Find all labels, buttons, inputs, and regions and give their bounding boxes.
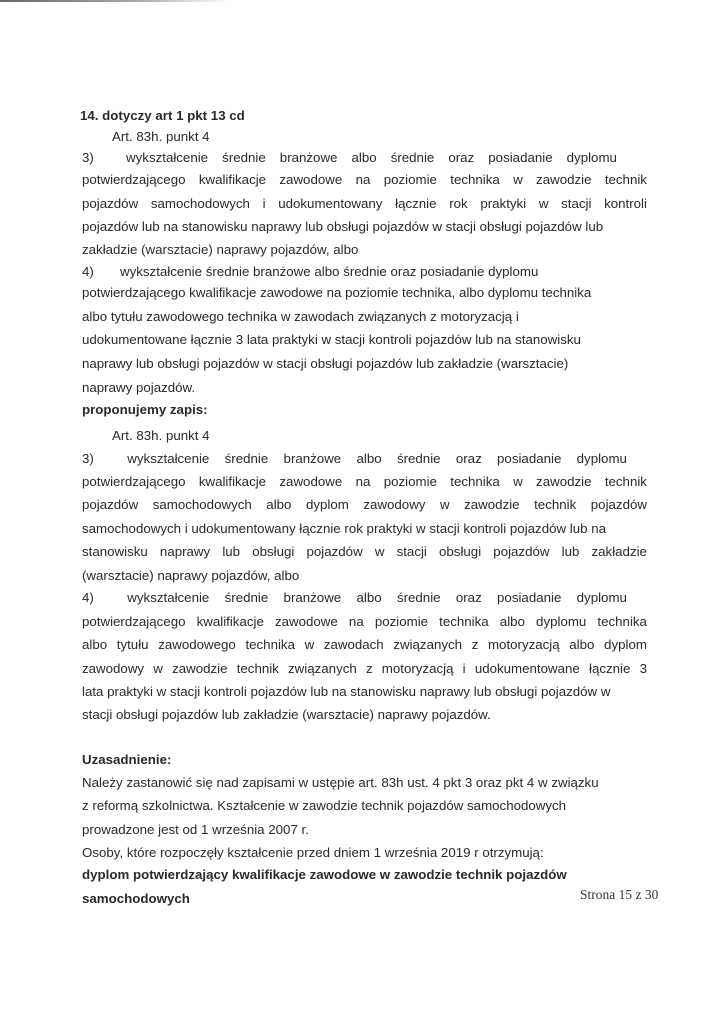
paragraph-line: potwierdzającego kwalifikacje zawodowe na poziomie technika, albo dyplomu technika bbox=[82, 285, 592, 300]
section-heading: 14. dotyczy art 1 pkt 13 cd bbox=[80, 108, 245, 123]
paragraph-line: udokumentowane łącznie 3 lata praktyki w stacji kontroli pojazdów lub na stanowisku bbox=[82, 332, 581, 347]
list-number: 4) bbox=[82, 590, 94, 605]
paragraph-line: albo tytułu zawodowego technika w zawodach związanych z motoryzacją albo dyplom bbox=[82, 637, 647, 652]
paragraph-line: samochodowych i udokumentowany łącznie rok praktyki w stacji kontroli pojazdów lub na bbox=[82, 521, 607, 536]
paragraph-line: pojazdów samochodowych albo dyplom zawodowy w zawodzie technik pojazdów bbox=[82, 497, 647, 512]
justification-label: Uzasadnienie: bbox=[82, 752, 172, 767]
paragraph-line: pojazdów lub na stanowisku naprawy lub obsługi pojazdów w stacji obsługi pojazdów lub bbox=[82, 219, 604, 234]
paragraph-line: stacji obsługi pojazdów lub zakładzie (warsztacie) naprawy pojazdów. bbox=[82, 707, 491, 722]
paragraph-line: (warsztacie) naprawy pojazdów, albo bbox=[82, 568, 300, 583]
paragraph-line: naprawy lub obsługi pojazdów w stacji obsługi pojazdów lub zakładzie (warsztacie) bbox=[82, 356, 569, 371]
list-number: 3) bbox=[82, 451, 94, 466]
list-number: 3) bbox=[82, 150, 94, 165]
article-reference: Art. 83h. punkt 4 bbox=[112, 129, 210, 144]
list-item-first-line: 3) wykształcenie średnie branżowe albo średnie oraz posiadanie dyplomu bbox=[82, 150, 617, 165]
list-item-first-line: 3) wykształcenie średnie branżowe albo średnie oraz posiadanie dyplomu bbox=[82, 451, 627, 466]
page-number: Strona 15 z 30 bbox=[580, 887, 659, 902]
emphasis-line: samochodowych bbox=[82, 891, 190, 906]
paragraph-line: potwierdzającego kwalifikacje zawodowe na poziomie technika w zawodzie technik bbox=[82, 172, 647, 187]
list-item-first-line: 4) wykształcenie średnie branżowe albo średnie oraz posiadanie dyplomu bbox=[82, 264, 539, 279]
list-number: 4) bbox=[82, 264, 94, 279]
paragraph-line: stanowisku naprawy lub obsługi pojazdów w stacji obsługi pojazdów lub zakładzie bbox=[82, 544, 647, 559]
paragraph-line: Należy zastanowić się nad zapisami w ustępie art. 83h ust. 4 pkt 3 oraz pkt 4 w związku bbox=[82, 775, 599, 790]
proposal-label: proponujemy zapis: bbox=[82, 402, 208, 417]
paragraph-line: potwierdzającego kwalifikacje zawodowe na poziomie technika albo dyplomu technika bbox=[82, 614, 647, 629]
list-item-first-line: 4) wykształcenie średnie branżowe albo średnie oraz posiadanie dyplomu bbox=[82, 590, 627, 605]
paragraph-line: z reformą szkolnictwa. Kształcenie w zawodzie technik pojazdów samochodowych bbox=[82, 798, 567, 813]
paragraph-line: albo tytułu zawodowego technika w zawodach związanych z motoryzacją i bbox=[82, 309, 519, 324]
scan-edge bbox=[0, 0, 230, 2]
paragraph-line: prowadzone jest od 1 września 2007 r. bbox=[82, 822, 309, 837]
paragraph-line: potwierdzającego kwalifikacje zawodowe na poziomie technika w zawodzie technik bbox=[82, 474, 647, 489]
emphasis-line: dyplom potwierdzający kwalifikacje zawodowe w zawodzie technik pojazdów bbox=[82, 867, 567, 882]
paragraph-line: lata praktyki w stacji kontroli pojazdów lub na stanowisku naprawy lub obsługi pojazdów w bbox=[82, 684, 611, 699]
paragraph-line: naprawy pojazdów. bbox=[82, 380, 196, 395]
paragraph-line: Osoby, które rozpoczęły kształcenie przed dniem 1 września 2019 r otrzymują: bbox=[82, 845, 544, 860]
paragraph-line: zakładzie (warsztacie) naprawy pojazdów, albo bbox=[82, 242, 359, 257]
paragraph-line: zawodowy w zawodzie technik związanych z motoryzacją i udokumentowane łącznie 3 bbox=[82, 661, 647, 676]
paragraph-line: pojazdów samochodowych i udokumentowany łącznie rok praktyki w stacji kontroli bbox=[82, 196, 647, 211]
article-reference: Art. 83h. punkt 4 bbox=[112, 428, 210, 443]
